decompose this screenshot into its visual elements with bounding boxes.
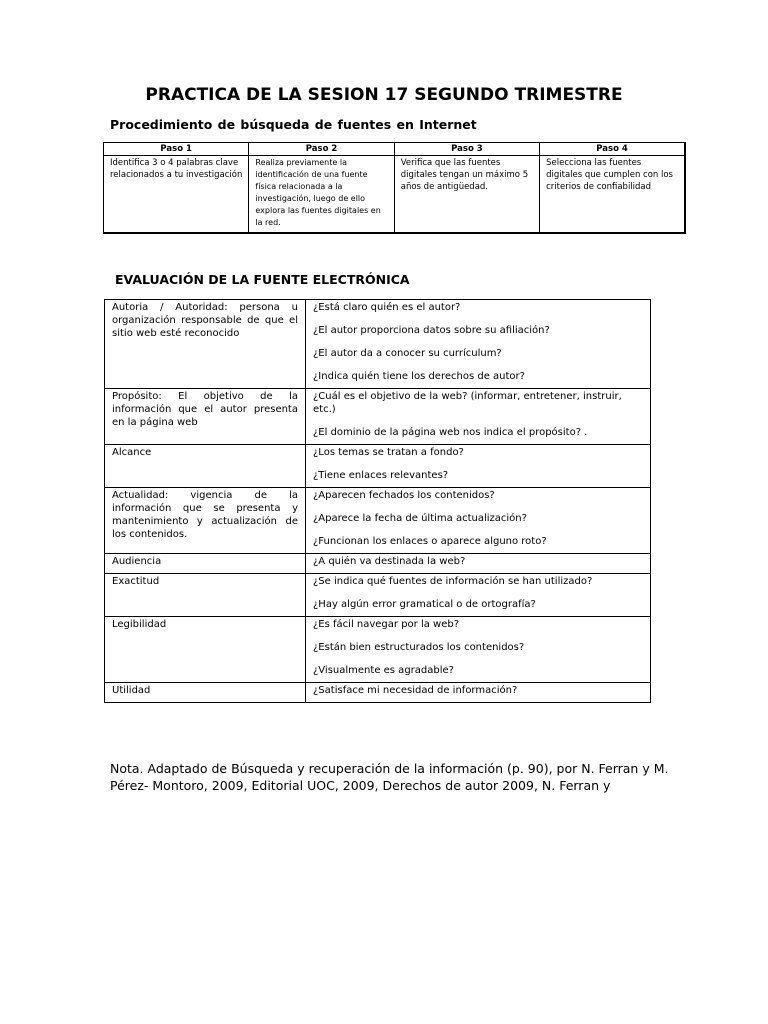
step-2-text: Realiza previamente la identificación de una fuente física relacionada a la investigación, luego de ello explora las fuentes digitales en la red. [249, 156, 394, 234]
step-1-text: Identifica 3 o 4 palabras clave relacionados a tu investigación [104, 156, 249, 234]
evaluation-row [105, 300, 651, 389]
evaluation-row [105, 554, 651, 574]
steps-header-row [104, 143, 686, 156]
evaluation-criterion: Legibilidad [105, 617, 306, 683]
evaluation-question: ¿Aparecen fechados los contenidos? [313, 490, 495, 501]
evaluation-criterion: Propósito: El objetivo de la información que el autor presenta en la página web [105, 389, 306, 445]
evaluation-question: ¿Indica quién tiene los derechos de autor? [313, 371, 525, 382]
evaluation-question: ¿Los temas se tratan a fondo? [313, 447, 464, 458]
evaluation-question: ¿Aparece la fecha de última actualización? [313, 513, 527, 524]
evaluation-question: ¿Satisface mi necesidad de información? [313, 685, 518, 696]
evaluation-questions [306, 554, 651, 574]
evaluation-questions [306, 617, 651, 683]
evaluation-questions [306, 574, 651, 617]
evaluation-questions [306, 389, 651, 445]
evaluation-criterion: Actualidad: vigencia de la información que se presenta y mantenimiento y actualización de los contenidos. [105, 488, 306, 554]
step-3-header: Paso 3 [394, 143, 539, 156]
evaluation-question: ¿A quién va destinada la web? [313, 556, 466, 567]
step-1-header: Paso 1 [104, 143, 249, 156]
evaluation-question: ¿Cuál es el objetivo de la web? (informar, entretener, instruir, etc.) [313, 391, 622, 415]
evaluation-table [104, 299, 651, 703]
evaluation-criterion: Utilidad [105, 683, 306, 703]
evaluation-question: ¿Es fácil navegar por la web? [313, 619, 460, 630]
evaluation-row [105, 389, 651, 445]
evaluation-question: ¿Visualmente es agradable? [313, 665, 454, 676]
citation-note: Nota. Adaptado de Búsqueda y recuperación de la información (p. 90), por N. Ferran y M. Pérez- Montoro, 2009, Editorial UOC, 2009, Derechos de autor 2009, N. Ferran y [110, 761, 669, 793]
evaluation-questions [306, 683, 651, 703]
step-4-header: Paso 4 [540, 143, 685, 156]
evaluation-criterion: Alcance [105, 445, 306, 488]
evaluation-question: ¿Hay algún error gramatical o de ortografía? [313, 599, 536, 610]
evaluation-questions [306, 300, 651, 389]
steps-table [103, 142, 686, 234]
evaluation-row [105, 683, 651, 703]
step-2-header: Paso 2 [249, 143, 394, 156]
procedure-subtitle: Procedimiento de búsqueda de fuentes en Internet [110, 117, 477, 132]
evaluation-questions [306, 445, 651, 488]
step-4-text: Selecciona las fuentes digitales que cumplen con los criterios de confiabilidad [540, 156, 685, 234]
step-3-text: Verifica que las fuentes digitales tengan un máximo 5 años de antigüedad. [394, 156, 539, 234]
evaluation-question: ¿El autor proporciona datos sobre su afiliación? [313, 325, 550, 336]
evaluation-question: ¿Se indica qué fuentes de información se han utilizado? [313, 576, 593, 587]
evaluation-title: EVALUACIÓN DE LA FUENTE ELECTRÓNICA [115, 272, 410, 287]
evaluation-criterion: Exactitud [105, 574, 306, 617]
evaluation-question: ¿El dominio de la página web nos indica el propósito? . [313, 427, 588, 438]
evaluation-question: ¿Tiene enlaces relevantes? [313, 470, 449, 481]
evaluation-question: ¿Están bien estructurados los contenidos? [313, 642, 525, 653]
evaluation-row [105, 574, 651, 617]
evaluation-question: ¿El autor da a conocer su currículum? [313, 348, 502, 359]
evaluation-question: ¿Está claro quién es el autor? [313, 302, 461, 313]
page-title: PRACTICA DE LA SESION 17 SEGUNDO TRIMESTRE [145, 85, 623, 105]
steps-body-row [104, 156, 686, 234]
evaluation-criterion: Audiencia [105, 554, 306, 574]
evaluation-criterion: Autoria / Autoridad: persona u organización responsable de que el sitio web esté reconocido [105, 300, 306, 389]
evaluation-questions [306, 488, 651, 554]
evaluation-row [105, 488, 651, 554]
evaluation-question: ¿Funcionan los enlaces o aparece alguno roto? [313, 536, 547, 547]
evaluation-row [105, 445, 651, 488]
evaluation-row [105, 617, 651, 683]
